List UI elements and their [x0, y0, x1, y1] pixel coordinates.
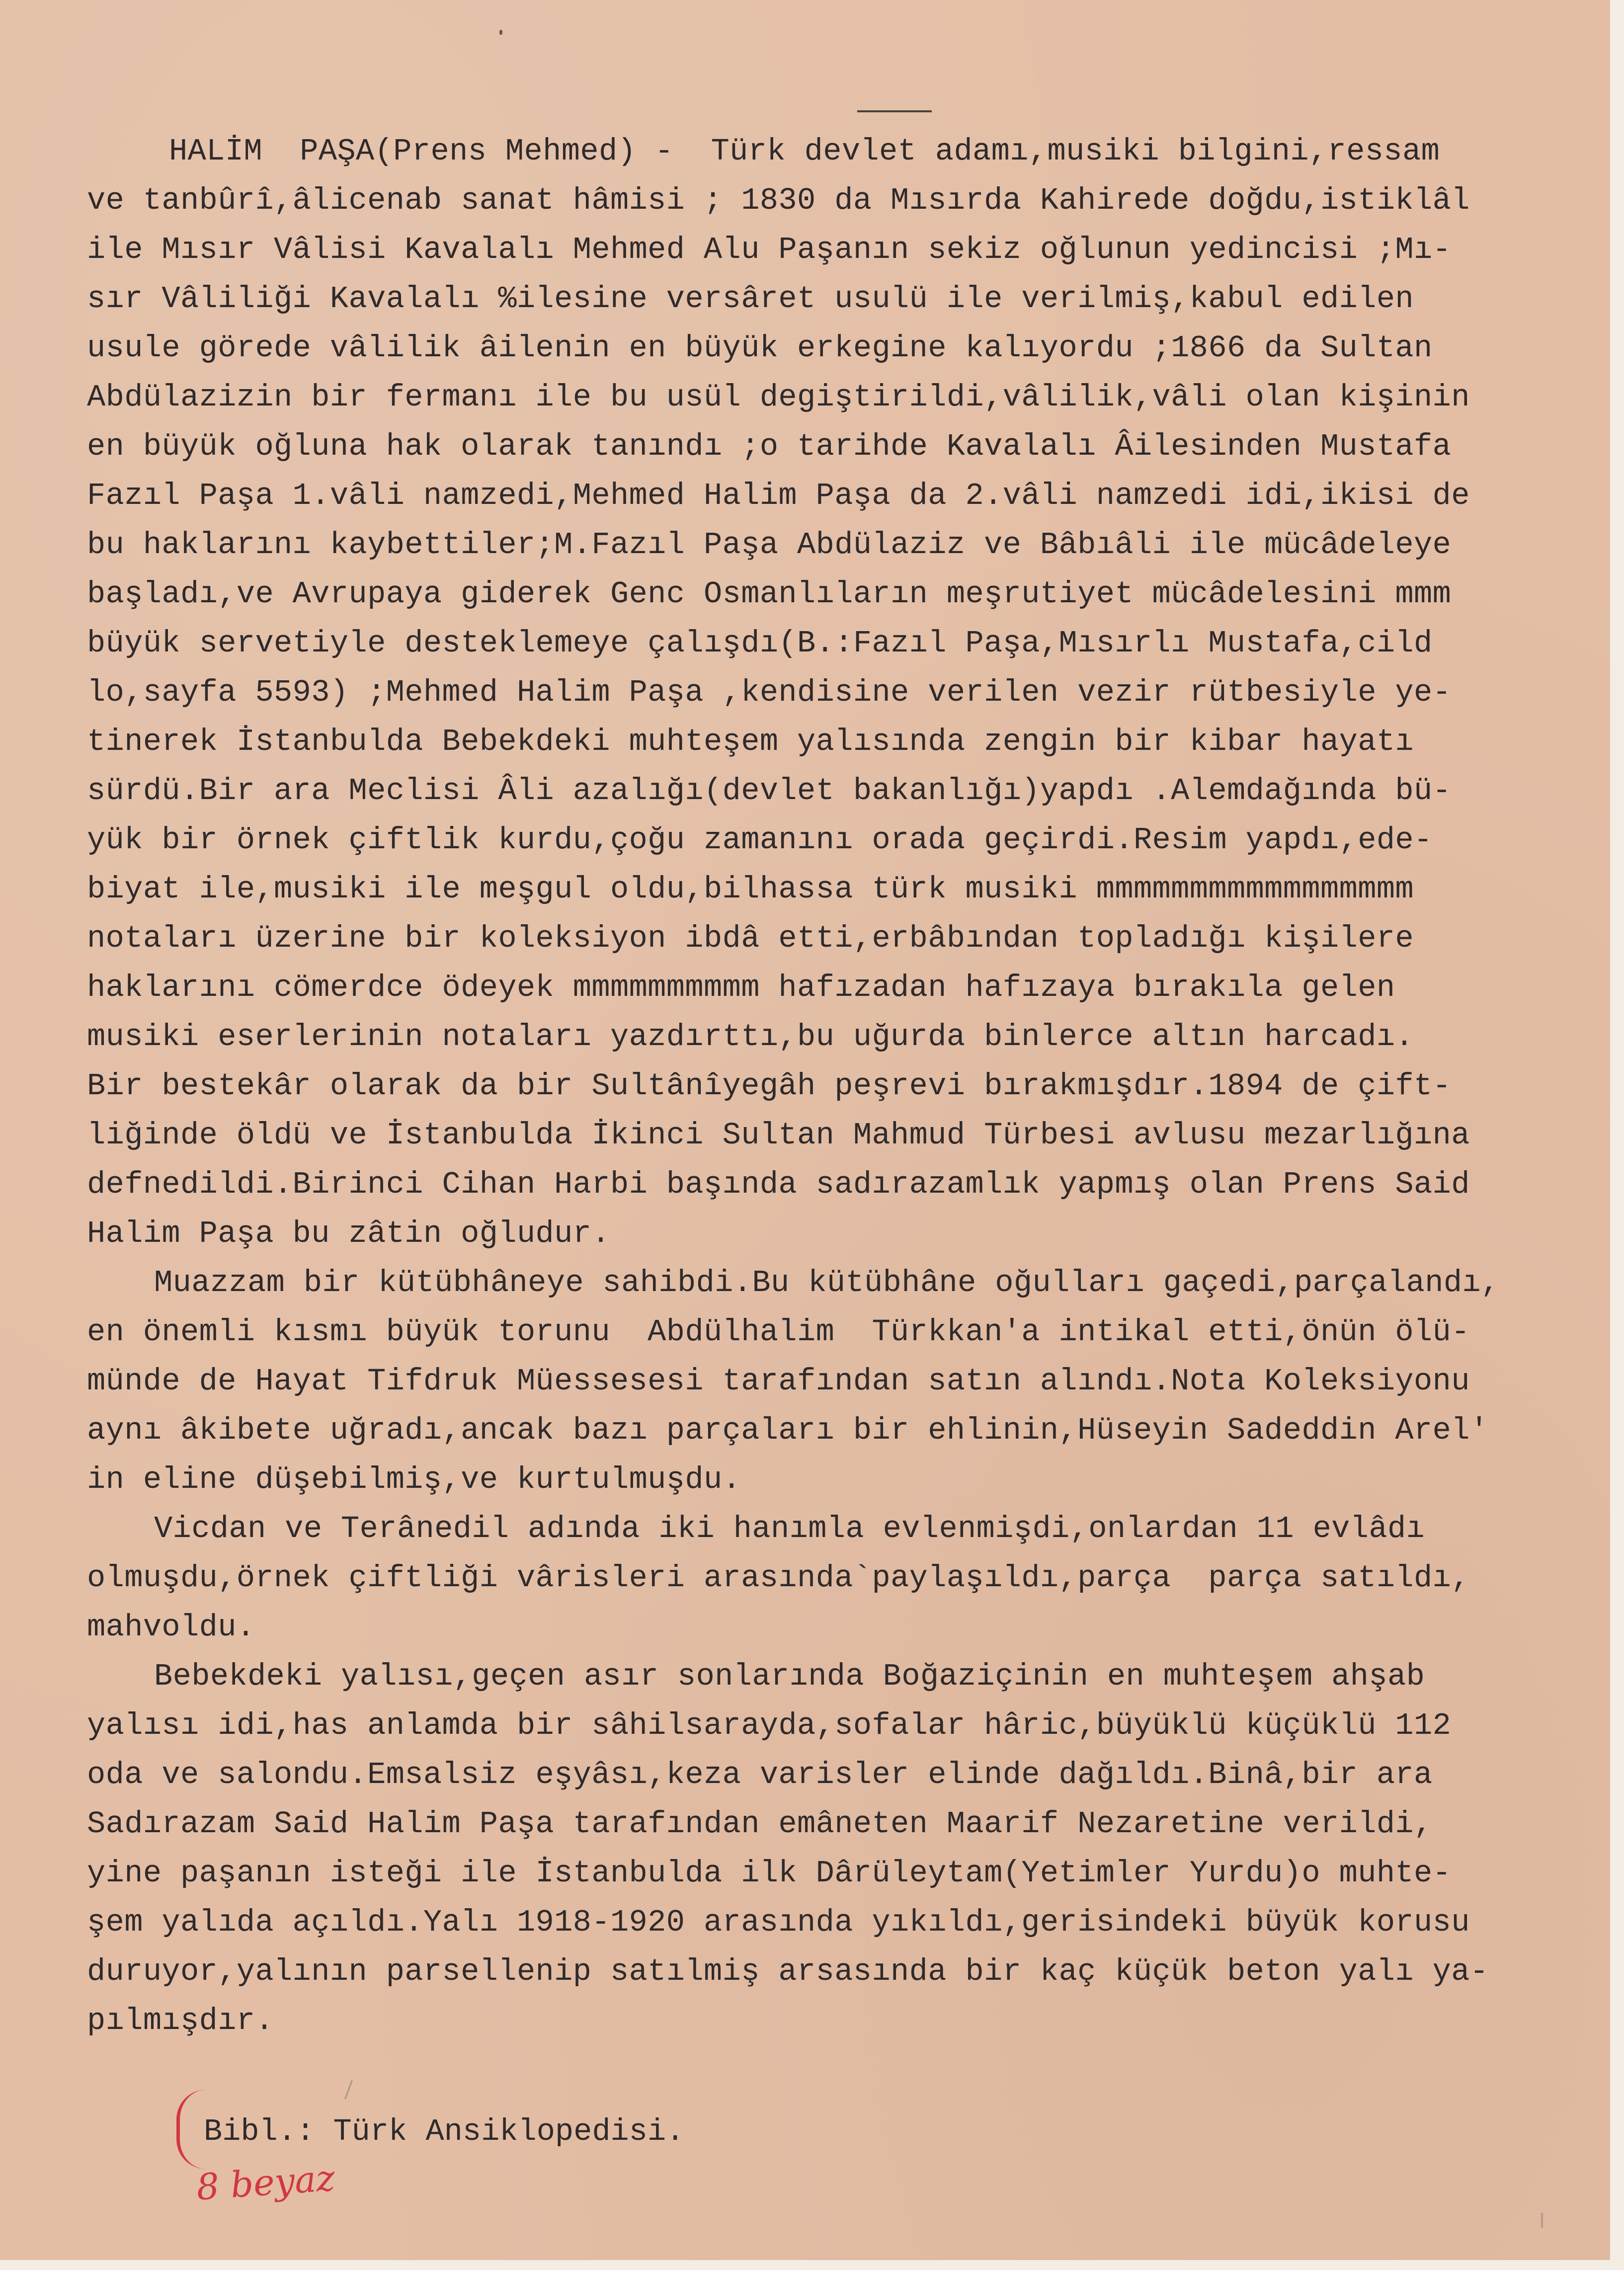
document-body	[87, 127, 1583, 2045]
paragraph-1	[87, 127, 1583, 1258]
ink-speck	[499, 30, 502, 35]
text-line: liğinde öldü ve İstanbulda İkinci Sultan Mahmud Türbesi avlusu mezarlığına	[87, 1118, 1470, 1153]
text-line: HALİM PAŞA(Prens Mehmed) - Türk devlet adamı,musiki bilgini,ressam	[169, 134, 1440, 169]
text-line: bu haklarını kaybettiler;M.Fazıl Paşa Abdülaziz ve Bâbıâli ile mücâdeleye	[87, 527, 1452, 563]
top-dash-mark	[857, 110, 932, 112]
text-line: lo,sayfa 5593) ;Mehmed Halim Paşa ,kendisine verilen vezir rütbesiyle ye-	[87, 675, 1452, 710]
text-line: Vicdan ve Terânedil adında iki hanımla evlenmişdi,onlardan 11 evlâdı	[154, 1511, 1425, 1546]
text-line: oda ve salondu.Emsalsiz eşyâsı,keza varisler elinde dağıldı.Binâ,bir ara	[87, 1757, 1433, 1792]
text-line: mahvoldu.	[87, 1610, 255, 1645]
text-line: sürdü.Bir ara Meclisi Âli azalığı(devlet bakanlığı)yapdı .Alemdağında bü-	[87, 773, 1452, 809]
text-line: Fazıl Paşa 1.vâli namzedi,Mehmed Halim Paşa da 2.vâli namzedi idi,ikisi de	[87, 478, 1470, 513]
text-line: biyat ile,musiki ile meşgul oldu,bilhassa türk musiki mmmmmmmmmmmmmmmmm	[87, 872, 1414, 907]
text-line: şem yalıda açıldı.Yalı 1918-1920 arasında yıkıldı,gerisindeki büyük korusu	[87, 1905, 1470, 1940]
handwritten-note: 8 beyaz	[195, 2157, 336, 2208]
text-line: haklarını cömerdce ödeyek mmmmmmmmmm hafızadan hafızaya bırakıla gelen	[87, 970, 1395, 1005]
text-line: notaları üzerine bir koleksiyon ibdâ etti,erbâbından topladığı kişilere	[87, 921, 1414, 956]
text-line: en önemli kısmı büyük torunu Abdülhalim Türkkan'a intikal etti,önün ölü-	[87, 1314, 1470, 1350]
pencil-mark	[344, 2080, 352, 2100]
text-line: en büyük oğluna hak olarak tanındı ;o tarihde Kavalalı Âilesinden Mustafa	[87, 429, 1452, 464]
text-line: sır Vâliliği Kavalalı %ilesine versâret usulü ile verilmiş,kabul edilen	[87, 281, 1414, 317]
text-line: Muazzam bir kütübhâneye sahibdi.Bu kütübhâne oğulları gaçedi,parçalandı,	[154, 1265, 1500, 1300]
corner-mark	[1541, 2213, 1543, 2228]
text-line: olmuşdu,örnek çiftliği vârisleri arasında`paylaşıldı,parça parça satıldı,	[87, 1560, 1470, 1596]
paragraph-4	[87, 1652, 1583, 2045]
text-line: yalısı idi,has anlamda bir sâhilsarayda,sofalar hâric,büyüklü küçüklü 112	[87, 1708, 1452, 1743]
text-line: in eline düşebilmiş,ve kurtulmuşdu.	[87, 1462, 741, 1497]
text-line: duruyor,yalının parsellenip satılmiş arsasında bir kaç küçük beton yalı ya-	[87, 1954, 1489, 1989]
text-line: usule görede vâlilik âilenin en büyük erkegine kalıyordu ;1866 da Sultan	[87, 330, 1433, 366]
paragraph-3	[87, 1504, 1583, 1652]
text-line: Abdülazizin bir fermanı ile bu usül degiştirildi,vâlilik,vâli olan kişinin	[87, 380, 1470, 415]
text-line: tinerek İstanbulda Bebekdeki muhteşem yalısında zengin bir kibar hayatı	[87, 724, 1414, 759]
text-line: münde de Hayat Tifdruk Müessesesi tarafından satın alındı.Nota Koleksiyonu	[87, 1364, 1470, 1399]
text-line: yine paşanın isteği ile İstanbulda ilk Dârüleytam(Yetimler Yurdu)o muhte-	[87, 1856, 1452, 1891]
text-line: Bebekdeki yalısı,geçen asır sonlarında Boğaziçinin en muhteşem ahşab	[154, 1659, 1425, 1694]
bibliography: Bibl.: Türk Ansiklopedisi.	[204, 2114, 685, 2149]
text-line: aynı âkibete uğradı,ancak bazı parçaları bir ehlinin,Hüseyin Sadeddin Arel'	[87, 1413, 1489, 1448]
text-line: Sadırazam Said Halim Paşa tarafından emâneten Maarif Nezaretine verildi,	[87, 1806, 1433, 1842]
text-line: musiki eserlerinin notaları yazdırttı,bu uğurda binlerce altın harcadı.	[87, 1019, 1414, 1054]
text-line: pılmışdır.	[87, 2003, 274, 2038]
text-line: Bir bestekâr olarak da bir Sultânîyegâh peşrevi bırakmışdır.1894 de çift-	[87, 1068, 1452, 1104]
text-line: başladı,ve Avrupaya giderek Genc Osmanlıların meşrutiyet mücâdelesini mmm	[87, 576, 1452, 612]
text-line: yük bir örnek çiftlik kurdu,çoğu zamanını orada geçirdi.Resim yapdı,ede-	[87, 822, 1433, 858]
paragraph-2	[87, 1258, 1583, 1504]
text-line: büyük servetiyle desteklemeye çalışdı(B.:Fazıl Paşa,Mısırlı Mustafa,cild	[87, 626, 1433, 661]
text-line: Halim Paşa bu zâtin oğludur.	[87, 1216, 610, 1251]
text-line: defnedildi.Birinci Cihan Harbi başında sadırazamlık yapmış olan Prens Said	[87, 1167, 1470, 1202]
text-line: ve tanbûrî,âlicenab sanat hâmisi ; 1830 da Mısırda Kahirede doğdu,istiklâl	[87, 183, 1470, 218]
text-line: ile Mısır Vâlisi Kavalalı Mehmed Alu Paşanın sekiz oğlunun yedincisi ;Mı-	[87, 232, 1452, 267]
